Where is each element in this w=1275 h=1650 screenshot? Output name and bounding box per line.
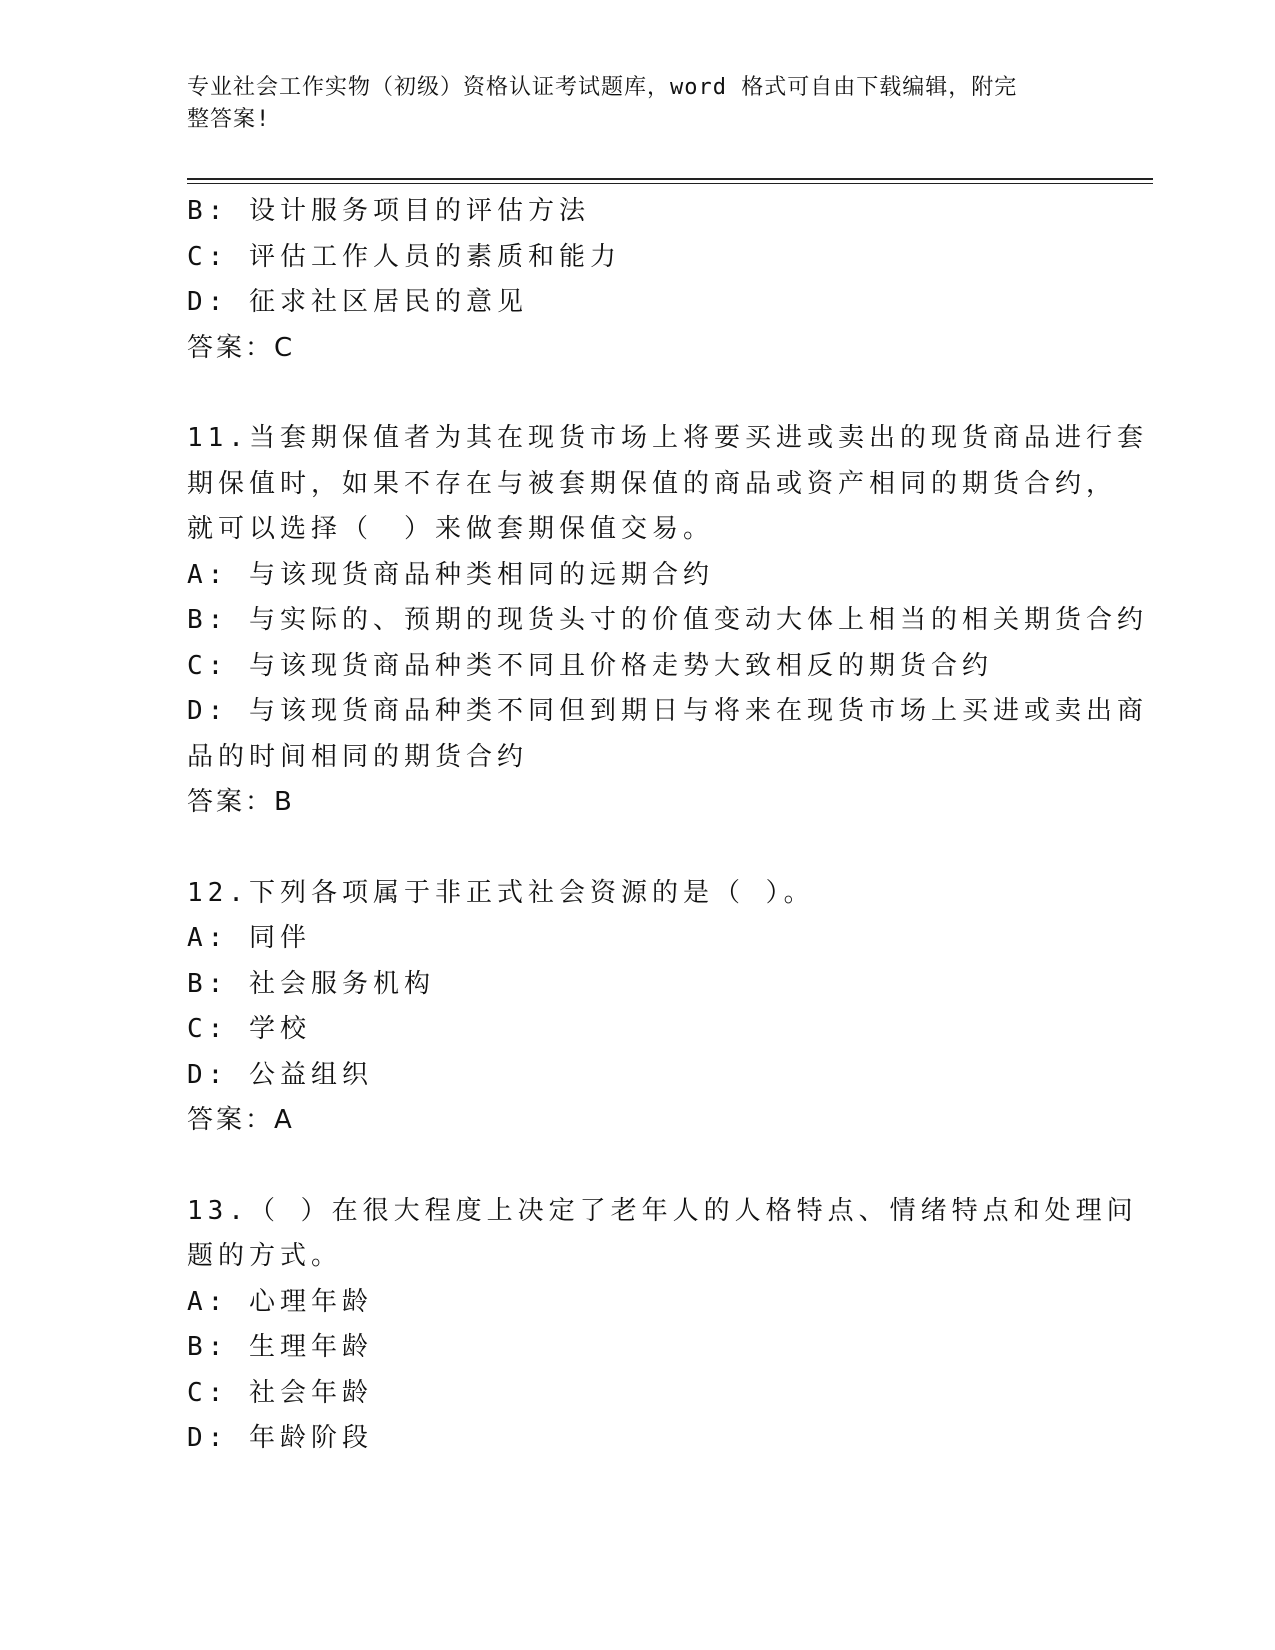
document-header (187, 72, 1057, 136)
option-b: B: 社会服务机构 (187, 968, 435, 999)
option-d: D: 公益组织 (187, 1059, 373, 1090)
option-a: A: 与该现货商品种类相同的远期合约 (187, 559, 714, 590)
answer: 答案：C (187, 332, 296, 363)
option-b: B: 设计服务项目的评估方法 (187, 196, 590, 226)
header-line-1: 专业社会工作实物（初级）资格认证考试题库，word 格式可自由下载编辑，附完 (187, 75, 1018, 100)
header-line-2: 整答案! (187, 107, 271, 132)
option-c: C: 与该现货商品种类不同且价格走势大致相反的期货合约 (187, 650, 993, 681)
option-c: C: 社会年龄 (187, 1377, 373, 1408)
option-a: A: 同伴 (187, 923, 311, 953)
question-text-line: 11.当套期保值者为其在现货市场上将要买进或卖出的现货商品进行套 (187, 423, 1148, 453)
option-c: C: 学校 (187, 1014, 311, 1044)
option-b: B: 生理年龄 (187, 1332, 373, 1362)
question-13 (187, 1189, 1138, 1462)
option-c: C: 评估工作人员的素质和能力 (187, 241, 621, 272)
question-12 (187, 871, 1087, 1144)
question-text-line: 就可以选择（ ）来做套期保值交易。 (187, 514, 715, 544)
question-text-line: 题的方式。 (187, 1241, 343, 1271)
option-d: D: 征求社区居民的意见 (187, 287, 528, 317)
option-d-line-2: 品的时间相同的期货合约 (187, 741, 529, 772)
option-d-line-1: D: 与该现货商品种类不同但到期日与将来在现货市场上买进或卖出商 (187, 696, 1148, 726)
option-a: A: 心理年龄 (187, 1286, 373, 1317)
answer: 答案：B (187, 787, 295, 817)
option-d: D: 年龄阶段 (187, 1423, 373, 1453)
header-divider-thin (187, 183, 1153, 184)
question-text-line: 期保值时，如果不存在与被套期保值的商品或资产相同的期货合约， (187, 468, 1118, 499)
option-b: B: 与实际的、预期的现货头寸的价值变动大体上相当的相关期货合约 (187, 605, 1148, 635)
answer: 答案：A (187, 1105, 295, 1135)
question-text-line: 13.（ ）在很大程度上决定了老年人的人格特点、情绪特点和处理问 (187, 1195, 1138, 1226)
question-11 (187, 416, 1148, 826)
question-text-line: 12.下列各项属于非正式社会资源的是（ ）。 (187, 877, 815, 908)
question-content (187, 189, 1148, 1462)
prev-question-block (187, 189, 1087, 371)
header-divider (187, 178, 1153, 180)
